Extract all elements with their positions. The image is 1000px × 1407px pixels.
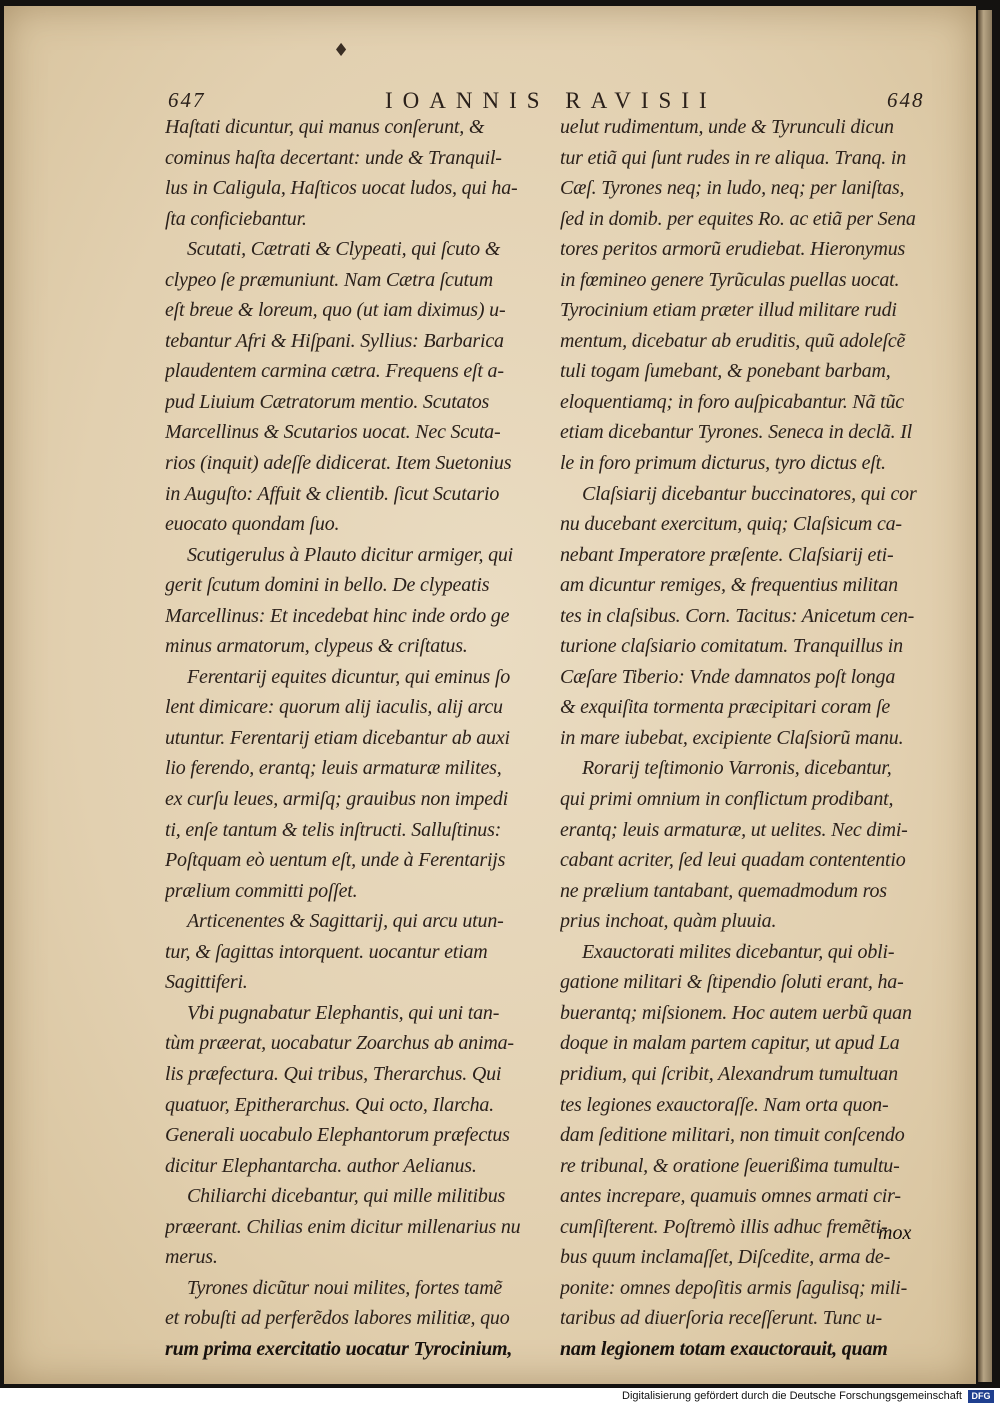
text-line: Scutigerulus à Plauto dicitur armiger, qui — [187, 543, 514, 566]
text-line: tes in claſsibus. Corn. Tacitus: Anicetum cen- — [560, 604, 915, 627]
text-line: dicitur Elephantarcha. author Aelianus. — [165, 1154, 477, 1177]
text-line: Sagittiferi. — [165, 971, 248, 994]
text-line: erantq; leuis armaturæ, ut uelites. Nec dimi- — [560, 818, 908, 841]
text-line: clypeo ſe præmuniunt. Nam Cætra ſcutum — [165, 268, 493, 291]
page-edge — [978, 10, 992, 1382]
text-line: Poſtquam eò uentum eſt, unde à Ferentarijs — [165, 849, 506, 872]
text-line: nam legionem totam exauctorauit, quam — [560, 1337, 888, 1360]
text-line: minus armatorum, clypeus & criſtatus. — [165, 635, 468, 658]
text-line: et robuſti ad perferẽdos labores militiæ, quo — [165, 1307, 510, 1330]
signature-mark: ♦ — [333, 40, 350, 61]
text-line: rios (inquit) adeſſe didicerat. Item Suetonius — [165, 452, 512, 475]
text-line: prælium committi poſſet. — [165, 879, 358, 902]
text-line: ti, enſe tantum & telis inſtructi. Salluſtinus: — [165, 818, 502, 841]
text-line: tuli togam ſumebant, & ponebant barbam, — [560, 360, 891, 383]
text-line: ſed in domib. per equites Ro. ac etiã per Sena — [560, 207, 916, 230]
text-line: lio ferendo, erantq; leuis armaturæ milites, — [165, 757, 502, 780]
text-line: taribus ad diuerſoria receſſerunt. Tunc u- — [560, 1307, 882, 1330]
text-line: dam ſeditione militari, non timuit conſcendo — [560, 1124, 905, 1147]
text-line: ne prælium tantabant, quemadmodum ros — [560, 879, 887, 902]
text-line: buerantq; miſsionem. Hoc autem uerbũ quan — [560, 1001, 912, 1024]
text-line: cabant acriter, ſed leui quadam contententio — [560, 849, 906, 872]
text-line: Haſtati dicuntur, qui manus conſerunt, & — [165, 116, 485, 138]
text-line: cominus haſta decertant: unde & Tranquil- — [165, 146, 502, 169]
text-line: in fœmineo genere Tyrũculas puellas uocat. — [560, 268, 900, 291]
text-line: Marcellinus & Scutarios uocat. Nec Scuta- — [165, 421, 501, 444]
text-line: plaudentem carmina cætra. Frequens eſt a- — [165, 360, 504, 383]
text-line: tebantur Afri & Hiſpani. Syllius: Barbarica — [165, 329, 504, 352]
text-line: pud Liuium Cætratorum mentio. Scutatos — [165, 390, 490, 413]
text-line: tùm præerat, uocabatur Zoarchus ab anima- — [165, 1032, 514, 1055]
text-line: Generali uocabulo Elephantorum præfectus — [165, 1124, 510, 1147]
text-line: am dicuntur remiges, & frequentius militan — [560, 574, 898, 597]
dfg-logo: DFG — [968, 1390, 994, 1403]
text-column-left — [165, 112, 565, 1364]
text-line: præerant. Chilias enim dicitur millenarius nu — [165, 1215, 521, 1238]
text-line: ex curſu leues, armiſq; grauibus non impedi — [165, 788, 509, 811]
text-line: doque in malam partem capitur, ut apud La — [560, 1032, 900, 1055]
text-line: mentum, dicebatur ab eruditis, quũ adoleſcẽ — [560, 329, 906, 352]
text-line: qui primi omnium in conflictum prodibant, — [560, 788, 894, 811]
text-column-right — [560, 112, 960, 1364]
text-line: tur etiã qui ſunt rudes in re aliqua. Tranq. in — [560, 146, 906, 169]
text-line: eſt breue & loreum, quo (ut iam diximus) u- — [165, 299, 506, 322]
text-line: nebant Imperatore præſente. Claſsiarij eti- — [560, 543, 894, 566]
text-line: & exquiſita tormenta præcipitari coram ſe — [560, 696, 891, 719]
text-line: Marcellinus: Et incedebat hinc inde ordo ge — [165, 604, 510, 627]
text-line: tur, & ſagittas intorquent. uocantur etiam — [165, 940, 488, 963]
text-line: re tribunal, & oratione ſeuerißima tumultu- — [560, 1154, 900, 1177]
text-line: le in foro primum dicturus, tyro dictus eſt. — [560, 452, 886, 475]
text-line: lent dimicare: quorum alij iaculis, alij arcu — [165, 696, 503, 719]
text-line: Tyrocinium etiam præter illud militare rudi — [560, 299, 897, 322]
text-line: utuntur. Ferentarij etiam dicebantur ab auxi — [165, 726, 510, 749]
text-line: lus in Caligula, Haſticos uocat ludos, qui ha- — [165, 177, 518, 200]
text-line: Tyrones dicũtur noui milites, fortes tamẽ — [187, 1276, 503, 1299]
text-line: gerit ſcutum domini in bello. De clypeatis — [165, 574, 490, 597]
text-line: Cæſare Tiberio: Vnde damnatos poſt longa — [560, 665, 896, 688]
text-line: pridium, qui ſcribit, Alexandrum tumultuan — [560, 1062, 898, 1085]
text-line: Ferentarij equites dicuntur, qui eminus ſo — [187, 665, 511, 688]
text-line: quatuor, Epitherarchus. Qui octo, Ilarcha. — [165, 1093, 494, 1116]
text-line: turione claſsiario comitatum. Tranquillus in — [560, 635, 903, 658]
text-line: Scutati, Cætrati & Clypeati, qui ſcuto & — [187, 238, 501, 261]
text-line: Exauctorati milites dicebantur, qui obli- — [582, 940, 895, 963]
text-line: etiam dicebantur Tyrones. Seneca in declã. Il — [560, 421, 913, 444]
text-line: euocato quondam ſuo. — [165, 513, 340, 536]
text-line: tes legiones exauctoraſſe. Nam orta quon- — [560, 1093, 889, 1116]
text-line: bus quum inclamaſſet, Diſcedite, arma de- — [560, 1246, 891, 1269]
digitization-credit: Digitalisierung gefördert durch die Deutsche Forschungsgemeinschaft — [622, 1390, 962, 1402]
text-line: ſta conficiebantur. — [165, 207, 307, 230]
text-line: merus. — [165, 1246, 218, 1269]
text-line: Chiliarchi dicebantur, qui mille militibus — [187, 1185, 506, 1208]
text-line: in mare iubebat, excipiente Claſsiorũ manu. — [560, 726, 904, 749]
text-line: ponite: omnes depoſitis armis ſagulisq; mili- — [560, 1276, 908, 1299]
running-head: IOANNIS RAVISII — [385, 88, 717, 113]
text-line: Articenentes & Sagittarij, qui arcu utun- — [187, 910, 504, 933]
text-line: lis præfectura. Qui tribus, Therarchus. Qui — [165, 1062, 502, 1085]
folio-number-left: 647 — [168, 88, 206, 112]
text-line: tores peritos armorũ erudiebat. Hieronymus — [560, 238, 906, 261]
text-line: Claſsiarij dicebantur buccinatores, qui cor — [582, 482, 917, 505]
text-line: nu ducebant exercitum, quiq; Claſsicum ca- — [560, 513, 902, 536]
text-line: Cæſ. Tyrones neq; in ludo, neq; per laniſtas, — [560, 177, 905, 200]
text-line: gatione militari & ſtipendio ſoluti erant, ha- — [560, 971, 904, 994]
text-line: rum prima exercitatio uocatur Tyrocinium, — [165, 1337, 513, 1360]
catchword: mox — [878, 1222, 912, 1244]
folio-number-right: 648 — [887, 88, 925, 112]
text-line: cumſiſterent. Poſtremò illis adhuc fremẽti- — [560, 1215, 888, 1238]
text-line: eloquentiamq; in foro auſpicabantur. Nã tũc — [560, 390, 904, 413]
text-line: in Auguſto: Affuit & clientib. ſicut Scutario — [165, 482, 500, 505]
text-line: Vbi pugnabatur Elephantis, qui uni tan- — [187, 1001, 500, 1024]
text-line: prius inchoat, quàm pluuia. — [560, 910, 777, 933]
text-line: uelut rudimentum, unde & Tyrunculi dicun — [560, 116, 894, 138]
text-line: antes increpare, quamuis omnes armati cir- — [560, 1185, 901, 1208]
text-line: Rorarij teſtimonio Varronis, dicebantur, — [582, 757, 892, 780]
